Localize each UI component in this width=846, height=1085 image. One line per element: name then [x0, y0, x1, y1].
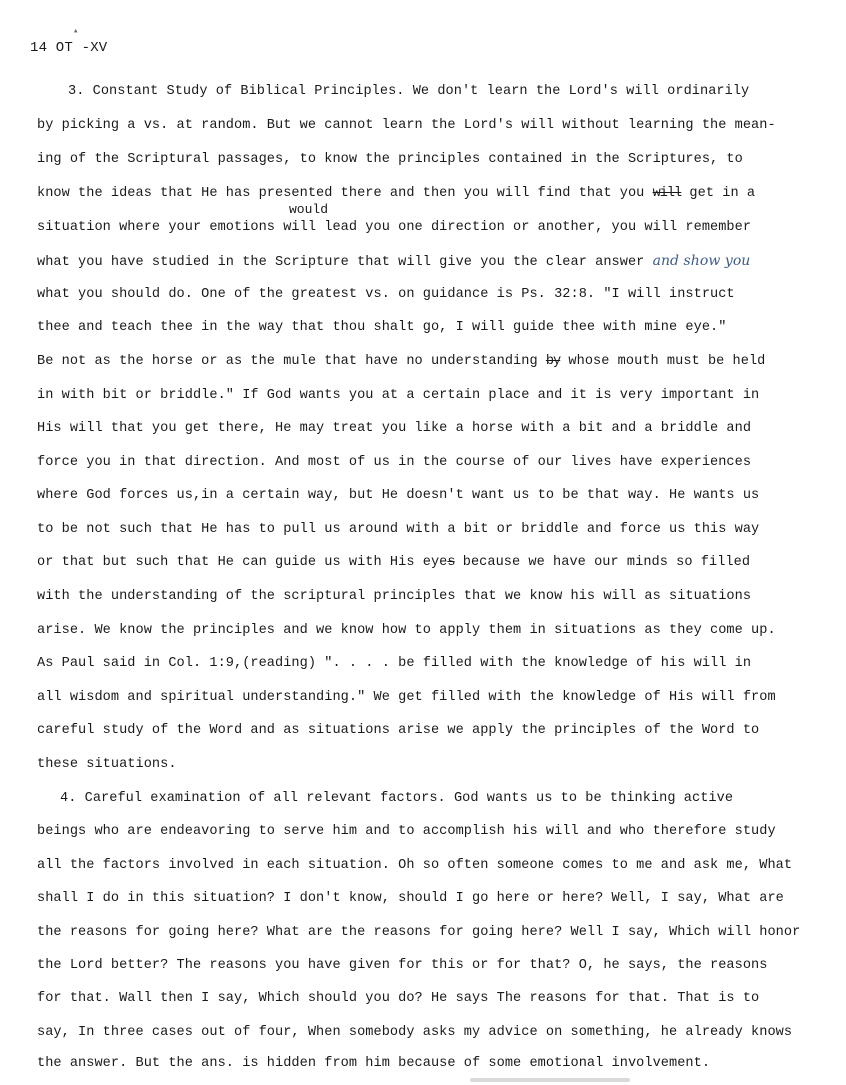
text-line: in with bit or briddle." If God wants you at a certain place and it is very important in	[37, 388, 760, 403]
text-line: the Lord better? The reasons you have given for this or for that? O, he says, the reasons	[37, 958, 768, 973]
text-line: the answer. But the ans. is hidden from him because of some emotional involvement.	[37, 1056, 711, 1071]
text-line: with the understanding of the scriptural principles that we know his will as situations	[37, 589, 752, 604]
scan-tick-mark: ▴	[73, 26, 79, 36]
text-line: thee and teach thee in the way that thou shalt go, I will guide thee with mine eye."	[37, 320, 727, 335]
text-line: 4. Careful examination of all relevant factors. God wants us to be thinking active	[60, 791, 734, 806]
text-line: for that. Wall then I say, Which should you do? He says The reasons for that. That is to	[37, 991, 760, 1006]
text-line: all wisdom and spiritual understanding." We get filled with the knowledge of His will from	[37, 690, 776, 705]
struck-word: by	[545, 354, 561, 369]
text-line: beings who are endeavoring to serve him and to accomplish his will and who therefore study	[37, 824, 776, 839]
text-line: careful study of the Word and as situations arise we apply the principles of the Word to	[37, 723, 760, 738]
text-line: shall I do in this situation? I don't know, should I go here or here? Well, I say, What are	[37, 891, 784, 906]
handwritten-insertion: and show you	[652, 253, 751, 269]
text-line: what you should do. One of the greatest vs. on guidance is Ps. 32:8. "I will instruct	[37, 287, 735, 302]
text-line: Be not as the horse or as the mule that have no understanding by whose mouth must be held	[37, 354, 766, 369]
scan-artifact	[470, 1078, 630, 1082]
struck-word: will	[652, 186, 682, 201]
struck-letter: s	[447, 555, 455, 570]
text-line: ing of the Scriptural passages, to know the principles contained in the Scriptures, to	[37, 152, 743, 167]
text-line: situation where your emotions will lead you one direction or another, you will remember	[37, 220, 752, 235]
text-line: force you in that direction. And most of us in the course of our lives have experiences	[37, 455, 752, 470]
text-line: know the ideas that He has presented there and then you will find that you will get in a	[37, 186, 756, 201]
text-line: these situations.	[37, 757, 177, 772]
text-line: where God forces us,in a certain way, but He doesn't want us to be that way. He wants us	[37, 488, 760, 503]
text-line: what you have studied in the Scripture that will give you the clear answer and show you	[37, 253, 751, 270]
text-line: 3. Constant Study of Biblical Principles. We don't learn the Lord's will ordinarily	[68, 84, 750, 99]
page-reference: 14 OT -XV	[30, 40, 108, 56]
text-line: His will that you get there, He may treat you like a horse with a bit and a briddle and	[37, 421, 752, 436]
text-line: arise. We know the principles and we know how to apply them in situations as they come up.	[37, 623, 776, 638]
text-line: by picking a vs. at random. But we cannot learn the Lord's will without learning the mean-	[37, 118, 776, 133]
text-line: As Paul said in Col. 1:9,(reading) ". . . . be filled with the knowledge of his will in	[37, 656, 752, 671]
text-line: the reasons for going here? What are the reasons for going here? Well I say, Which will honor	[37, 925, 801, 940]
text-line: to be not such that He has to pull us around with a bit or briddle and force us this way	[37, 522, 760, 537]
interlinear-insertion: would	[289, 202, 329, 217]
text-line: all the factors involved in each situation. Oh so often someone comes to me and ask me, What	[37, 858, 793, 873]
text-line: or that but such that He can guide us with His eyes because we have our minds so filled	[37, 555, 751, 570]
text-line: say, In three cases out of four, When somebody asks my advice on something, he already knows	[37, 1025, 793, 1040]
